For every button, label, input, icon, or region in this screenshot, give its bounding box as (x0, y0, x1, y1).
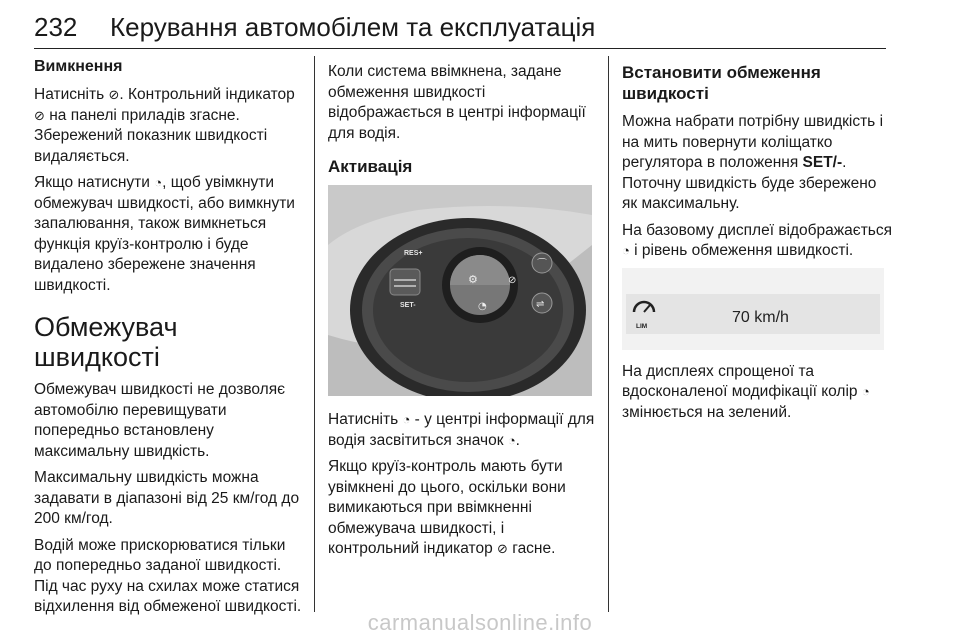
speedometer-off-icon: ⊘ (34, 107, 45, 123)
paragraph: Коли система ввімкнена, задане обмеження швидкості відображається в центрі інформації для водія. (328, 63, 586, 142)
text: гасне. (512, 540, 556, 557)
chapter-title: Керування автомобілем та експлуатація (110, 12, 596, 42)
paragraph: Обмежувач швидкості не дозволяє автомобілю перевищувати попередньо встановлену максимальну швидкість. (34, 381, 286, 460)
text: Натисніть (328, 411, 399, 428)
column-right (622, 62, 892, 429)
speed-readout: 70 km/h (732, 308, 789, 326)
watermark: carmanualsonline.info (367, 610, 593, 635)
text: На базовому дисплеї відображається (622, 221, 893, 239)
svg-text:⚙: ⚙ (468, 273, 478, 286)
text: Натисніть (34, 86, 105, 103)
section-title: Обмежувач швидкості (34, 312, 178, 372)
set-label: SET- (400, 302, 416, 309)
text: Якщо круїз-контроль мають бути увімкнені до цього, оскільки вони вимикаються при ввімкненні обмежувача швидкості, і контрольний індикатор (328, 458, 566, 557)
paragraph (34, 173, 304, 296)
speedometer-off-icon: ⊘ (108, 87, 120, 102)
heading-activation: Активація (328, 157, 413, 176)
text: і рівень обмеження швидкості. (634, 242, 854, 259)
driver-display-image (622, 268, 884, 350)
lim-label: LIM (636, 322, 648, 330)
column-divider (608, 56, 609, 612)
text: на панелі приладів згасне. Збережений показник швидкості видаляється. (34, 106, 268, 165)
paragraph (34, 85, 304, 167)
svg-text:⊘: ⊘ (508, 275, 517, 286)
text: На дисплеях спрощеної та вдосконаленої модифікації колір (622, 362, 858, 400)
speed-limiter-icon: ◔ (507, 432, 516, 448)
text: , щоб увімкнути обмежувач швидкості, або вимкнути запалювання, також вимкнеться функція круїз-контролю і буде видалено збережене значення швидкості. (34, 174, 295, 294)
paragraph (622, 221, 892, 262)
column-left (34, 56, 304, 624)
text: . (842, 154, 847, 171)
speed-limiter-icon: ◔ (154, 175, 163, 190)
svg-text:⌒: ⌒ (537, 259, 547, 270)
text: Якщо натиснути (34, 174, 150, 191)
paragraph: Максимальну швидкість можна задавати в діапазоні від 25 км/год до 200 км/год. (34, 469, 300, 527)
res-label: RES+ (404, 250, 423, 257)
text: Поточну швидкість буде збережено як максимальну. (622, 174, 877, 212)
paragraph: Водій може прискорюватися тільки до попередньо заданої швидкості. Під час руху на схилах може статися відхилення від обмеженої швидкості. (34, 536, 302, 615)
page-header (34, 10, 886, 49)
heading-off: Вимкнення (34, 58, 123, 75)
steering-wheel-controls-image (328, 185, 592, 396)
text: змінюється на зелений. (622, 403, 792, 421)
paragraph (328, 457, 596, 560)
text: - у центрі інформації для водія засвітиться значок (328, 411, 595, 449)
column-divider (314, 56, 315, 612)
page-number: 232 (34, 12, 78, 42)
paragraph (622, 112, 892, 215)
speed-limiter-icon: ◔ (622, 243, 630, 258)
svg-text:⇌: ⇌ (536, 299, 545, 310)
text: Можна набрати потрібну швидкість і на мить повернути коліщатко регулятора в положення (622, 113, 884, 171)
paragraph (328, 410, 596, 451)
paragraph (622, 362, 892, 424)
set-label-bold: SET/- (802, 154, 843, 171)
text: . (515, 431, 520, 449)
speedometer-off-icon: ⊘ (497, 541, 508, 556)
svg-text:◔: ◔ (478, 301, 487, 312)
column-middle (328, 62, 596, 566)
speed-limiter-icon: ◔ (402, 412, 411, 427)
speed-limiter-icon: ◔ (861, 384, 870, 399)
text: . Контрольний індикатор (119, 86, 295, 103)
heading-set-limit: Встановити обмеження швидкості (622, 63, 821, 103)
